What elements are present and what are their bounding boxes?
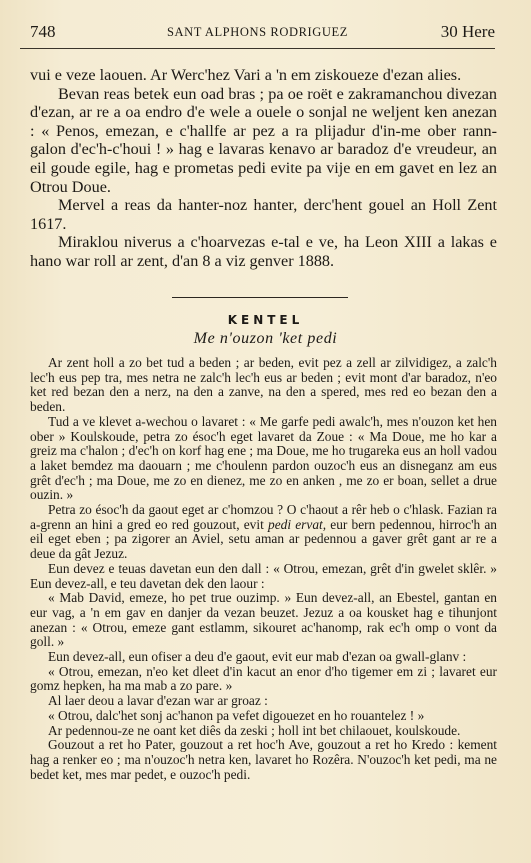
section-title: KENTEL <box>227 313 304 327</box>
paragraph: Eun devez e teuas davetan eun den dall : « Otrou, emezan, grêt d'in gwelet sklêr. » Eun devez-all, e teu davetan dek den laour : <box>30 560 497 591</box>
text-run: Petra zo ésoc'h da gaout eget ar c'homzou ? O c'haout a rêr heb o c'hlask. Fazian ra a-grenn an hini a gred eo red gouzout, evit <box>30 502 497 532</box>
paragraph: Tud a ve klevet a-wechou o lavaret : « Me garfe pedi awalc'h, mes n'ouzon ket hen ober » Koulskoude, petra zo ésoc'h eget lavaret da Zoue : « Ma Doue, me ho kar a greiz ma c'halon ; d'ec'h on korf hag ene ; ma Doue, me ho trugareka eus an holl vadou a laket bemdez ma daouarn ; me c'houlenn pardon ouzoc'h eus an disneganz am eus grêt d'ec'h ; ma Doue, me zo en dienez, me zo en anken , me zo er boan, sellet a drue ouzin. » <box>30 413 497 503</box>
paragraph: Ar zent holl a zo bet tud a beden ; ar beden, evit pez a zell ar zilvidigez, a zalc'h lec'h eus pep tra, mes netra ne zalc'h lec'h eus ar beden ; evit mont d'ar baradoz, n'eo ket red bezan den a nerz, na den a zanve, na den a spered, mes red eo bezan den a beden. <box>30 355 497 415</box>
running-date: 30 Here <box>440 22 495 41</box>
text-run: eur bern pedennou, hirroc'h an eil eget eben ; pa zigorer an Aviel, setu aman ar pedennou a gaver grêt gant ar re a deue da gât Jezuz. <box>30 516 497 562</box>
paragraph: Ar pedennou-ze ne oant ket diês da zeski ; holl int bet chilaouet, koulskoude. <box>48 722 461 738</box>
paragraph <box>30 503 497 562</box>
header-rule <box>20 48 495 49</box>
page-header <box>20 22 495 44</box>
paragraph: « Otrou, emezan, n'eo ket dleet d'in kacut an enor d'ho tigemer em zi ; lavaret eur gomz hepken, ha ma mab a zo pare. » <box>30 663 497 694</box>
paragraph: Al laer deou a lavar d'ezan war ar groaz : <box>48 693 268 709</box>
paragraph: Eun devez-all, eun ofiser a deu d'e gaout, evit eur mab d'ezan oa gwall-glanv : <box>48 649 467 665</box>
paragraph: Mervel a reas da hanter-noz hanter, derc'hent gouel an Holl Zent 1617. <box>30 196 497 233</box>
section-subtitle: Me n'ouzon 'ket pedi <box>193 330 338 347</box>
lesson-text <box>30 356 497 782</box>
paragraph: vui e veze laouen. Ar Werc'hez Vari a 'n em ziskoueze d'ezan alies. <box>30 66 462 84</box>
paragraph: Gouzout a ret ho Pater, gouzout a ret hoc'h Ave, gouzout a ret ho Kredo : kement hag a renker eo ; ma n'ouzoc'h netra ken, lavaret ho Rozêra. N'ouzoc'h ket pedi, ma ne bedet ket, mes mar pedet, e ouzoc'h pedi. <box>30 737 497 782</box>
paragraph: Miraklou niverus a c'hoarvezas e-tal e ve, ha Leon XIII a lakas e hano war roll ar zent, d'an 8 a viz genver 1888. <box>30 233 497 270</box>
paragraph: « Otrou, dalc'het sonj ac'hanon pa vefet digouezet en ho rouantelez ! » <box>48 707 425 723</box>
paragraph: « Mab David, emeze, ho pet true ouzimp. » Eun devez-all, an Ebestel, gantan en eur vag, a 'n em gav en danjer da vezan beuzet. Jezuz a oa kousket hag e tihunjont anezan : « Otrou, emeze gant estlamm, sikouret ac'hanomp, rak ec'h omp o vont da goll. » <box>30 590 497 650</box>
page-number: 748 <box>30 22 56 41</box>
main-text <box>30 66 497 271</box>
paragraph: Bevan reas betek eun oad bras ; pa oe roët e zakramanchou divezan d'ezan, ar re a oa endro d'e wele a ouele o sonjal ne weljent ken anezan : « Penos, emezan, e c'hallfe ar pez a ra plijadur d'in-me ober rann-galon d'ec'h-c'houi ! » hag e lavaras kenavo ar baradoz d'e vreudeur, an eil goude egile, hag e prometas pedi evite pa vije en em gavet en lez an Otrou Doue. <box>30 84 497 196</box>
italic-phrase: pedi ervat, <box>268 516 327 532</box>
section-divider <box>172 297 348 298</box>
running-title: SANT ALPHONS RODRIGUEZ <box>166 25 349 39</box>
